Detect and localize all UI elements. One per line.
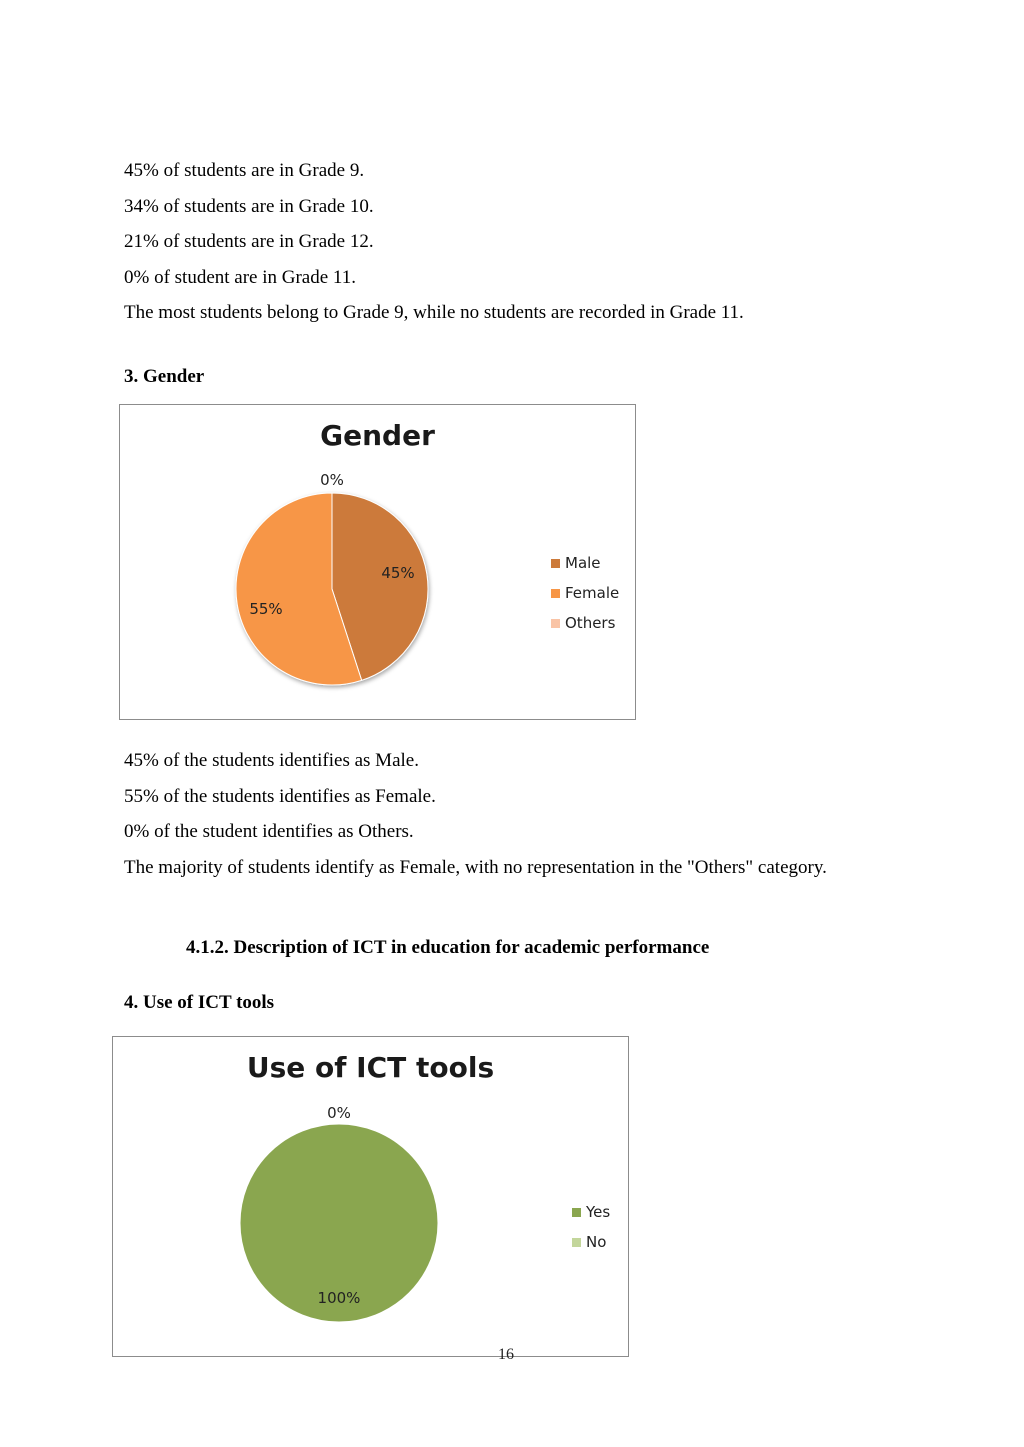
legend-item-no xyxy=(572,1227,610,1257)
ict-chart xyxy=(112,1036,629,1363)
gender-conclusion-text: The majority of students identify as Female, with no representation in the "Others" category. xyxy=(124,857,827,878)
legend-swatch-female xyxy=(551,589,560,598)
male-text: 45% of the students identifies as Male. xyxy=(124,750,419,771)
grade12-text: 21% of students are in Grade 12. xyxy=(124,231,374,252)
gender-data-label-female: 55% xyxy=(249,600,283,618)
legend-item-male xyxy=(551,548,619,578)
others-text: 0% of the student identifies as Others. xyxy=(124,821,414,842)
legend-swatch-no xyxy=(572,1238,581,1247)
grade9-text: 45% of students are in Grade 9. xyxy=(124,160,365,181)
ict-legend xyxy=(572,1197,610,1257)
legend-item-others xyxy=(551,608,619,638)
legend-swatch-others xyxy=(551,619,560,628)
gender-chart-title: Gender xyxy=(320,419,435,452)
ict-section-heading: 4. Use of ICT tools xyxy=(124,992,275,1013)
gender-data-label-male: 45% xyxy=(381,564,415,582)
legend-item-female xyxy=(551,578,619,608)
female-text: 55% of the students identifies as Female. xyxy=(124,786,436,807)
legend-label-no: No xyxy=(586,1233,607,1251)
ict-data-label-yes: 100% xyxy=(317,1289,361,1307)
ict-chart-title: Use of ICT tools xyxy=(246,1051,495,1084)
legend-label-male: Male xyxy=(565,554,601,572)
gender-section-heading: 3. Gender xyxy=(124,366,205,387)
legend-label-others: Others xyxy=(565,614,616,632)
grade10-text: 34% of students are in Grade 10. xyxy=(124,196,374,217)
ict-data-label-no: 0% xyxy=(327,1104,351,1122)
legend-swatch-male xyxy=(551,559,560,568)
legend-item-yes xyxy=(572,1197,610,1227)
legend-label-yes: Yes xyxy=(586,1203,611,1221)
ict-pie-svg xyxy=(113,1037,630,1363)
ict-subsection-heading: 4.1.2. Description of ICT in education for academic performance xyxy=(186,937,710,958)
grade11-text: 0% of student are in Grade 11. xyxy=(124,267,356,288)
page-number: 16 xyxy=(498,1346,514,1363)
legend-label-female: Female xyxy=(565,584,620,602)
gender-legend xyxy=(551,548,619,638)
legend-swatch-yes xyxy=(572,1208,581,1217)
grade-conclusion-text: The most students belong to Grade 9, while no students are recorded in Grade 11. xyxy=(124,302,744,323)
gender-data-label-others: 0% xyxy=(320,471,344,489)
gender-chart xyxy=(119,404,636,720)
